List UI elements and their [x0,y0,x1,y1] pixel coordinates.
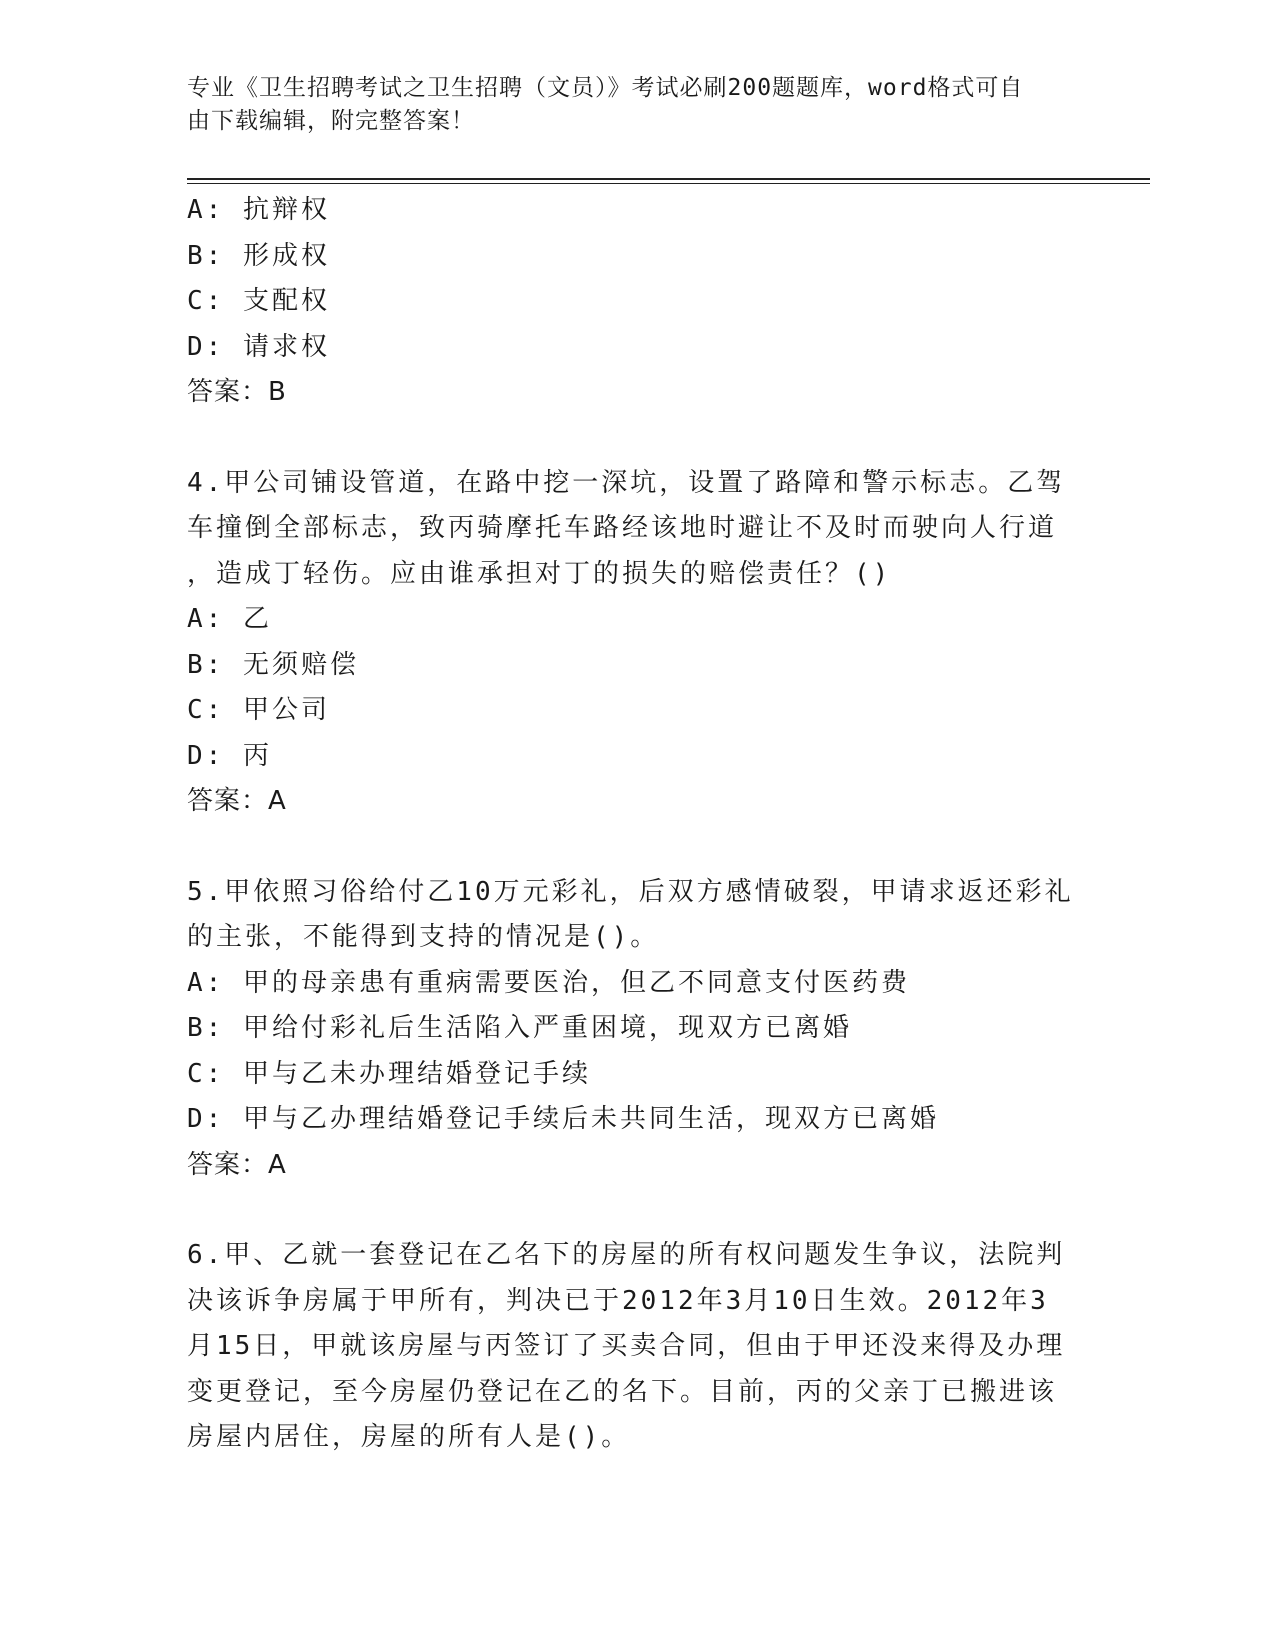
option-a: A: 乙 [187,604,272,634]
question-stem-line: 6.甲、乙就一套登记在乙名下的房屋的所有权问题发生争议，法院判 [187,1240,1066,1270]
question-4-block [187,461,1087,825]
option-d: D: 甲与乙办理结婚登记手续后未共同生活，现双方已离婚 [187,1104,939,1134]
header-line-1: 专业《卫生招聘考试之卫生招聘（文员）》考试必刷200题题库，word格式可自 [187,75,1024,101]
answer-line: 答案：B [187,377,287,407]
option-b: B: 甲给付彩礼后生活陷入严重困境，现双方已离婚 [187,1013,852,1043]
spacer [187,825,1087,870]
answer-line: 答案：A [187,1149,287,1180]
spacer [187,1188,1087,1233]
question-stem-line: 房屋内居住，房屋的所有人是()。 [187,1422,631,1452]
option-c: C: 支配权 [187,286,330,316]
option-b: B: 形成权 [187,240,330,271]
question-stem-line: 5.甲依照习俗给付乙10万元彩礼，后双方感情破裂，甲请求返还彩礼 [187,876,1074,907]
question-3-block [187,188,1087,416]
header-divider-thin [187,183,1150,184]
option-a: A: 甲的母亲患有重病需要医治，但乙不同意支付医药费 [187,967,910,998]
question-stem-line: ，造成丁轻伤。应由谁承担对丁的损失的赔偿责任？() [187,558,892,589]
question-stem-line: 决该诉争房属于甲所有，判决已于2012年3月10日生效。2012年3 [187,1285,1049,1316]
question-stem-line: 的主张，不能得到支持的情况是()。 [187,922,660,952]
answer-line: 答案：A [187,786,287,816]
question-stem-line: 月15日，甲就该房屋与丙签订了买卖合同，但由于甲还没来得及办理 [187,1331,1066,1361]
header-divider-thick [187,178,1150,180]
spacer [187,416,1087,461]
option-d: D: 丙 [187,740,272,771]
question-stem-line: 变更登记，至今房屋仍登记在乙的名下。目前，丙的父亲丁已搬进该 [187,1376,1058,1407]
question-5-block [187,870,1087,1189]
document-header [187,72,1067,138]
question-stem-line: 4.甲公司铺设管道，在路中挖一深坑，设置了路障和警示标志。乙驾 [187,467,1066,498]
option-c: C: 甲公司 [187,695,330,725]
option-b: B: 无须赔偿 [187,649,359,680]
header-line-2: 由下载编辑，附完整答案！ [187,108,475,134]
option-d: D: 请求权 [187,331,330,362]
question-6-block [187,1233,1087,1461]
option-a: A: 抗辩权 [187,195,330,225]
question-content [187,188,1087,1461]
option-c: C: 甲与乙未办理结婚登记手续 [187,1058,591,1089]
question-stem-line: 车撞倒全部标志，致丙骑摩托车路经该地时避让不及时而驶向人行道 [187,513,1058,543]
